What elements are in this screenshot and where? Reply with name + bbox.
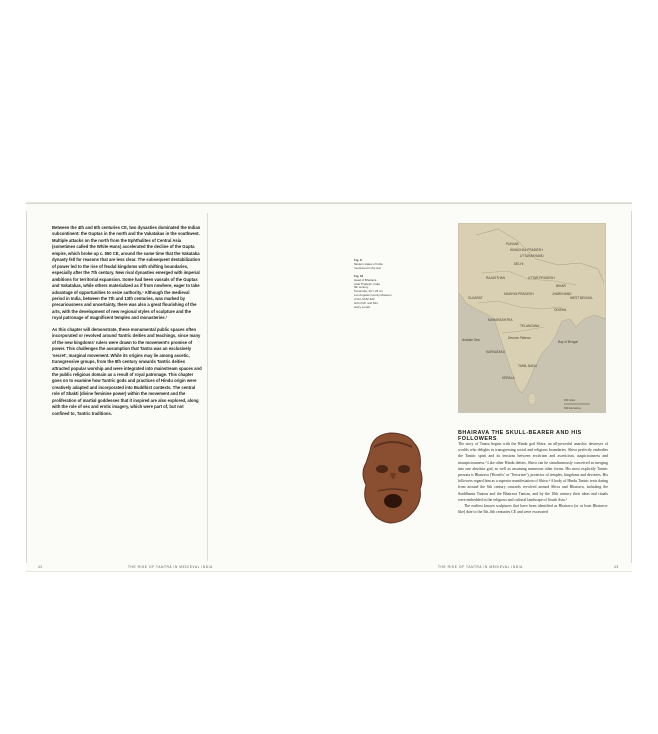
left-page-text (52, 225, 202, 422)
right-paragraph: The story of Tantra begins with the Hindu god Shiva, an all-powerful anarchic destroyer of worlds who delights in transgressing social and religious boundaries. Shiva perfectly embodies the Tantric spirit and its tensions between eroticism and asceticism, auspiciousness and inauspiciousness.³ Like other Hindu deities, Shiva can be simultaneously conceived as merging into one absolute god, as well as assuming numerous other forms. His most explicitly Tantric persona is Bhairava ('Horrific' or 'Terrorizer'), protector of temples, kingdoms and devotees. His followers regard him as a superior manifestation of Shiva.⁴ A body of Hindu Tantric texts dating from around the 6th century onwards revolved around Shiva and Bhairava, including the Saiddhanta Tantras and the Bhairava Tantras, and by the 10th century their ideas and rituals were embedded in the religious and cultural landscape of South Asia.⁵ (458, 442, 608, 502)
india-map-svg (458, 223, 606, 413)
crop-line (26, 203, 632, 204)
label-gujarat: GUJARAT (468, 296, 483, 300)
label-delhi: DELHI (514, 262, 524, 266)
caption-line: Los Angeles County Museum (354, 293, 392, 298)
label-maharashtra: MAHARASHTRA (488, 318, 513, 322)
label-jharkhand: JHARKHAND (552, 292, 572, 296)
right-folio-number: 43 (614, 565, 619, 569)
label-deccan: Deccan Plateau (508, 336, 531, 340)
caption-fig-label: Fig. 8 (354, 258, 362, 262)
label-kerala: KERALA (502, 376, 515, 380)
label-scale-km: 500 kilometres (564, 407, 581, 410)
figure-captions (354, 259, 400, 314)
left-margin-line (26, 211, 27, 563)
label-uttarakhand: UTTARAKHAND (520, 254, 544, 258)
left-running-head: THE RISE OF TANTRA IN MEDIEVAL INDIA (128, 565, 213, 569)
label-madhya-pradesh: MADHYA PRADESH (504, 292, 534, 296)
caption-line: 9th century (354, 285, 369, 290)
left-paragraph: As this chapter will demonstrate, these monumental public spaces often incorporated or revolved around Tantric deities and teachings, since many of the new kingdoms' rulers were drawn to the movement's promise of power. This challenges the assumption that Tantra was an exclusively 'secret', marginal movement. While its origins may lie among ascetic, transgressive groups, from the 8th century onwards Tantric deities attracted popular worship and were integrated into mainstream spaces and the public religious domain as a result of royal patronage. This chapter goes on to examine how Tantric gods and practices of Hindu origin were creatively adapted and incorporated into Buddhist contexts. The central role of Shakti (divine feminine power) within the movement and the proliferation of martial goddesses that it inspired are also explored, along with the role of sex and erotic imagery, which were part of, but not confined to, Tantric traditions. (52, 326, 202, 416)
head-mouth (384, 494, 402, 508)
india-map (458, 223, 606, 413)
right-margin-line (631, 211, 632, 563)
label-uttar-pradesh: UTTAR PRADESH (528, 276, 555, 280)
caption-line: Gift of Mr. and Mrs. (354, 301, 379, 306)
label-rajasthan: RAJASTHAN (486, 276, 505, 280)
label-west-bengal: WEST BENGAL (570, 296, 593, 300)
label-himachal: HIMACHAL PRADESH (510, 248, 543, 252)
section-heading: BHAIRAVA THE SKULL-BEARER AND HIS FOLLOWERS (458, 430, 582, 442)
head-eye-left (376, 465, 388, 473)
caption-line: mentioned in the text (354, 265, 381, 270)
bhairava-head-image (356, 429, 430, 529)
right-paragraph: The earliest known sculptures that have been identified as Bhairava (or at least Bhairava-like) date to the 5th–6th centuries CE and were excavated (458, 504, 608, 515)
caption-line: of Art, M.82.220 (354, 297, 375, 302)
right-running-head: THE RISE OF TANTRA IN MEDIEVAL INDIA (438, 565, 523, 569)
label-scale-miles: 300 miles (564, 399, 576, 402)
caption-fig-8 (354, 259, 400, 271)
caption-fig-18 (354, 275, 400, 310)
caption-line: Modern states of India (354, 261, 383, 266)
caption-line: Uttar Pradesh, India (354, 281, 380, 286)
right-page-text (458, 441, 608, 515)
caption-fig-label: Fig. 18 (354, 273, 364, 278)
label-karnataka: KARNATAKA (486, 350, 505, 354)
label-tamil-nadu: TAMIL NADU (518, 364, 537, 368)
caption-line: Terracotta, 32 × 25 cm (354, 289, 383, 294)
caption-line: Harry Lenart (354, 304, 371, 309)
head-eye-right (398, 465, 410, 473)
label-telangana: TELANGANA (520, 324, 540, 328)
page-gutter (207, 213, 208, 561)
label-odisha: ODISHA (554, 308, 567, 312)
label-punjab: PUNJAB (506, 242, 519, 246)
label-bay-of-bengal: Bay of Bengal (558, 340, 578, 344)
bhairava-head-svg (356, 429, 430, 529)
caption-line: Head of Bhairava (354, 277, 377, 282)
label-arabian-sea: Arabian Sea (462, 338, 480, 342)
left-paragraph: Between the 4th and 6th centuries CE, two dynasties dominated the Indian subcontinent: the Guptas in the north and the Vakatakas in the southwest. Multiple attacks on the north from the Ephthalites of Central Asia (sometimes called the White Huns) accelerated the decline of the Gupta empire, which broke up c. 550 CE, around the same time that the Vakataka dynasty fell for reasons that are less clear. The subsequent destabilization of power led to the rise of feudal kingdoms with shifting boundaries, especially after the 7th century. New rival dynasties emerged with imperial ambitions for territorial expansion. Some had been vassals of the Guptas and Vakatakas, while others materialized as if from nowhere, eager to take advantage of opportunities to seize authority.¹ Although the medieval period in India, between the 7th and 13th centuries, was marked by precariousness and uncertainty, there was also a great flourishing of the arts, with the development of new regional styles of sculpture and the royal patronage of magnificent temples and monasteries.² (52, 225, 201, 321)
sri-lanka (528, 393, 536, 405)
label-bihar: BIHAR (556, 284, 566, 288)
book-spread (26, 202, 632, 572)
left-folio-number: 42 (38, 565, 43, 569)
